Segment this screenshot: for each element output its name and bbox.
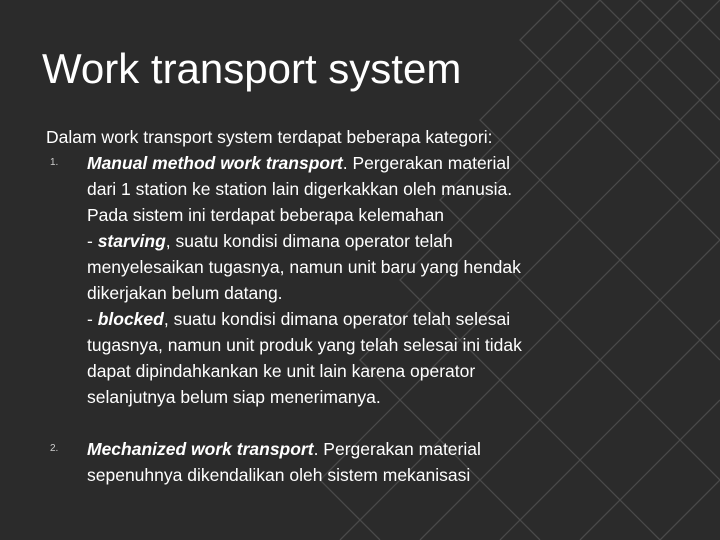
item-heading: Manual method work transport	[87, 153, 343, 173]
item-line: tugasnya, namun unit produk yang telah selesai ini tidak	[87, 335, 522, 355]
slide-body	[46, 124, 606, 488]
item-line: dari 1 station ke station lain digerkakkan oleh manusia.	[87, 179, 513, 199]
item-text: . Pergerakan material	[342, 153, 511, 173]
list-number: 2.	[50, 443, 59, 454]
blocked-line	[87, 306, 606, 332]
item-line: Pada sistem ini terdapat beberapa kelemahan	[87, 205, 445, 225]
item-line	[87, 436, 606, 462]
item-line: menyelesaikan tugasnya, namun unit baru yang hendak	[87, 257, 521, 277]
list-number: 1.	[50, 157, 59, 168]
item-line: dikerjakan belum datang.	[87, 283, 283, 303]
starving-text: , suatu kondisi dimana operator telah	[165, 231, 453, 251]
dash-prefix: -	[87, 309, 98, 329]
category-list	[46, 150, 606, 488]
starving-line	[87, 228, 606, 254]
item-line: dapat dipindahkankan ke unit lain karena operator	[87, 361, 476, 381]
item-line: selanjutnya belum siap menerimanya.	[87, 387, 381, 407]
list-item-mechanized	[46, 436, 606, 488]
decor-chevron-15	[660, 480, 720, 540]
intro-text: Dalam work transport system terdapat beberapa kategori:	[46, 127, 493, 147]
dash-prefix: -	[87, 231, 98, 251]
blocked-term: blocked	[97, 309, 164, 329]
item-heading: Mechanized work transport	[87, 439, 314, 459]
blocked-text: , suatu kondisi dimana operator telah selesai	[163, 309, 511, 329]
item-line	[87, 150, 606, 176]
item-line: sepenuhnya dikendalikan oleh sistem mekanisasi	[87, 465, 471, 485]
item-text: . Pergerakan material	[313, 439, 481, 459]
starving-term: starving	[97, 231, 166, 251]
slide-title: Work transport system	[42, 45, 462, 92]
list-item-manual	[46, 150, 606, 410]
